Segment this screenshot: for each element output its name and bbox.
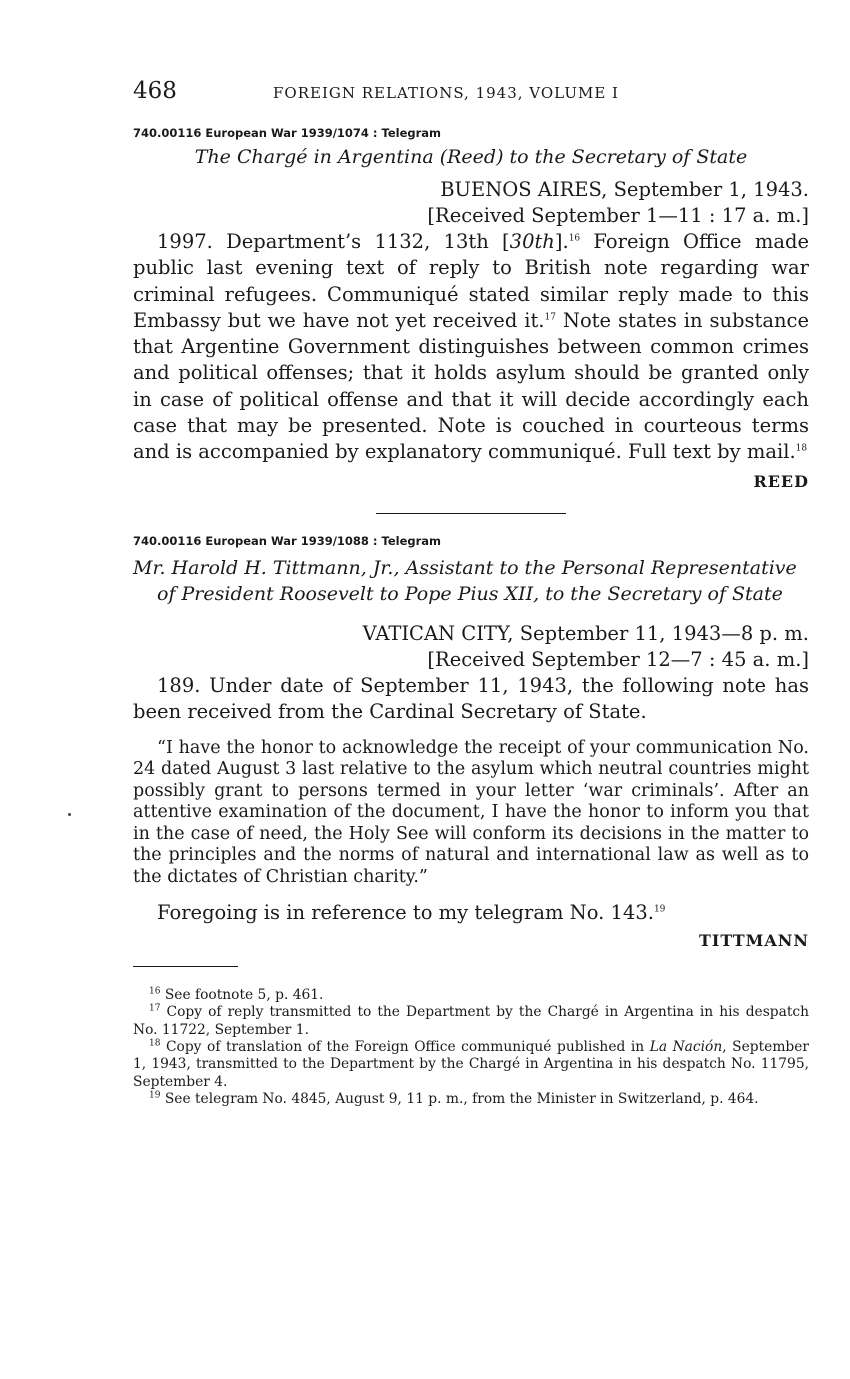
received-line: [Received September 12—7 : 45 a. m.] (427, 648, 809, 672)
telegram-paragraph (133, 229, 809, 466)
document-tittmann (133, 534, 809, 949)
footnote-number: 16 (149, 986, 161, 997)
file-reference: 740.00116 European War 1939/1088 : Telegram (133, 534, 442, 549)
document-reed (133, 126, 809, 491)
footnote-divider (133, 966, 238, 968)
telegram-paragraph (133, 900, 809, 926)
quoted-note: “I have the honor to acknowledge the receipt of your communication No. 24 dated August 3 last relative to the asylum which neutral countries might possibly grant to persons termed in your letter ‘war criminals’. After an attentive examination of the document, I have the honor to inform you that in the case of need, the Holy See will conform its decisions in the matter to the principles and the norms of natural and international law as well as to the dictates of Christian charity.” (133, 737, 809, 887)
text-run: Note states in substance that Argentine Government distinguishes between common crimes and political offenses; that it holds asylum should be granted only in case of political offense and that it will decide accordingly each case that may be presented. Note is couched in courteous terms and is accompanied by explanatory communiqué. Full text by mail. (133, 308, 809, 464)
footnote-text: See footnote 5, p. 461. (160, 987, 324, 1004)
document-title: The Chargé in Argentina (Reed) to the Secretary of State (194, 146, 748, 168)
signature: TITTMANN (698, 930, 809, 950)
telegram-paragraph: 189. Under date of September 11, 1943, the following note has been received from the Cardinal Secretary of State. (133, 674, 809, 724)
text-run: 30th (509, 230, 555, 253)
footnote-number: 19 (149, 1090, 161, 1101)
footnote-text: Copy of translation of the Foreign Office communiqué published in (160, 1038, 650, 1055)
dateline: VATICAN CITY, September 11, 1943—8 p. m. (362, 622, 809, 646)
footnote-number: 17 (149, 1003, 161, 1014)
footnote-17 (133, 1004, 809, 1039)
footnote-16 (133, 987, 809, 1004)
signature: REED (753, 471, 809, 491)
text-run: 1997. Department’s 1132, 13th [ (157, 230, 510, 253)
footnote-text: , September 1, 1943, transmitted to the Department by the Chargé in Argentina in his despatch No. 11795, September 4. (133, 1038, 810, 1090)
section-divider (376, 513, 566, 515)
footnote-18 (133, 1039, 809, 1091)
footnotes (133, 987, 809, 1108)
text-run: ]. (554, 230, 569, 253)
text-run: Foregoing is in reference to my telegram No. 143. (157, 901, 654, 925)
footnote-number: 18 (149, 1038, 161, 1049)
page-header (133, 78, 809, 112)
text-run: Foreign Office made public last evening text of reply to British note regarding war criminal refugees. Communiqué stated similar reply made to this Embassy but we have not yet received it. (133, 230, 809, 332)
received-line: [Received September 1—11 : 17 a. m.] (427, 204, 809, 227)
page (133, 78, 809, 1108)
footnote-ref-17[interactable]: 17 (544, 312, 556, 323)
running-title: FOREIGN RELATIONS, 1943, VOLUME I (273, 84, 619, 102)
footnote-text: Copy of reply transmitted to the Department by the Chargé in Argentina in his despatch No. 11722, September 1. (133, 1004, 809, 1038)
footnote-text: See telegram No. 4845, August 9, 11 p. m., from the Minister in Switzerland, p. 464. (160, 1090, 759, 1107)
stray-mark (68, 813, 71, 816)
dateline: BUENOS AIRES, September 1, 1943. (440, 178, 809, 201)
file-reference: 740.00116 European War 1939/1074 : Telegram (133, 126, 442, 140)
footnote-ref-19[interactable]: 19 (653, 904, 666, 915)
footnote-19 (133, 1091, 809, 1108)
footnote-ref-16[interactable]: 16 (568, 233, 581, 244)
page-number: 468 (133, 78, 177, 104)
footnote-ref-18[interactable]: 18 (795, 443, 808, 454)
footnote-text: La Nación (649, 1038, 723, 1055)
document-title: Mr. Harold H. Tittmann, Jr., Assistant to the Personal Representative of President Roosevelt to Pope Pius XII, to the Secretary of State (133, 557, 797, 606)
